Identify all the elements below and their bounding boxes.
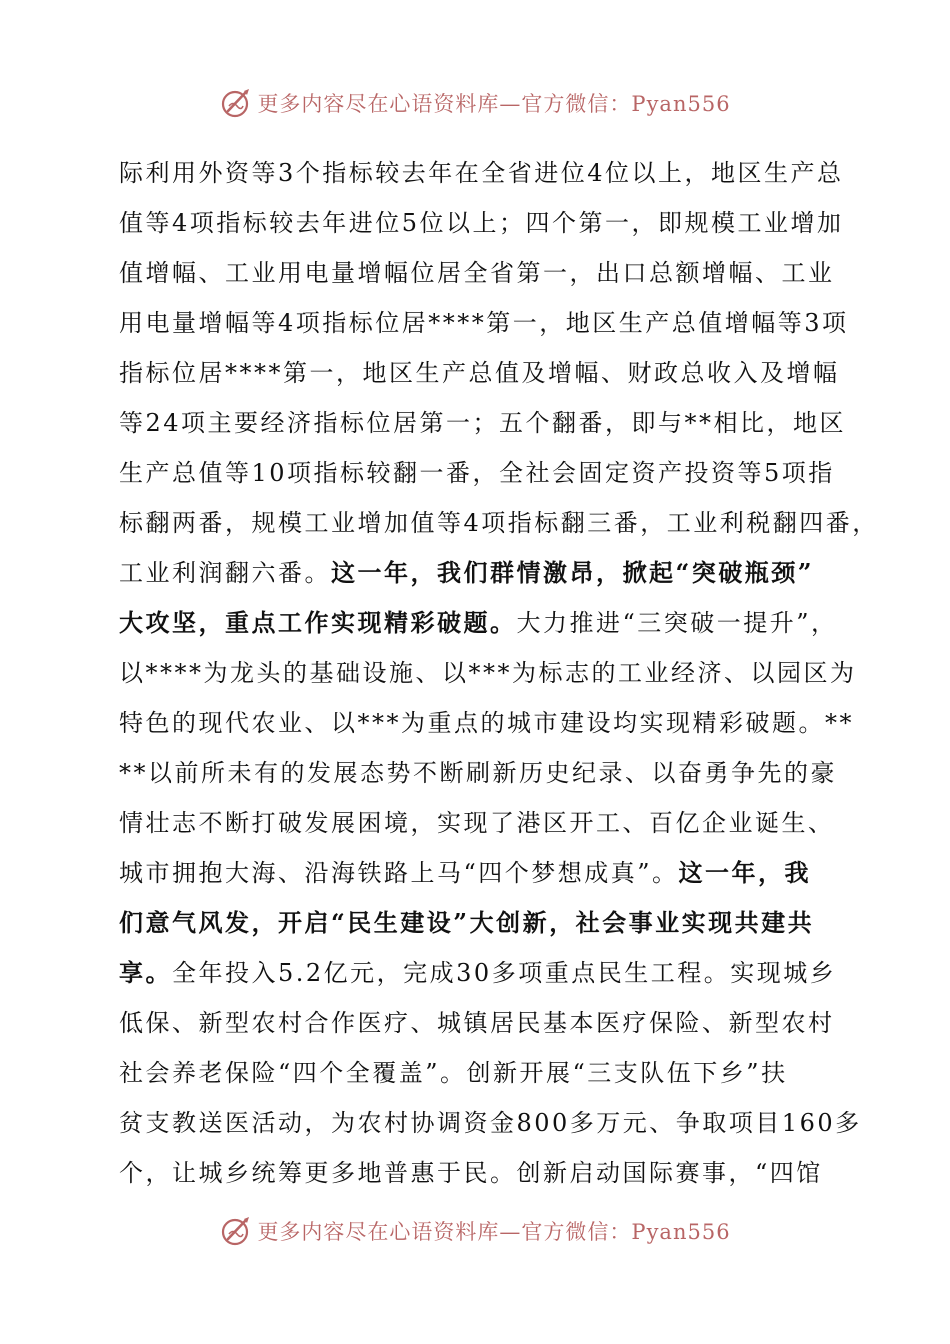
footer-watermark-banner [0,1214,950,1248]
text-line [119,1098,862,1148]
text-segment: 情壮志不断打破发展困境，实现了港区开工、百亿企业诞生、 [119,809,835,837]
text-line [119,648,857,698]
text-segment: 值增幅、工业用电量增幅位居全省第一，出口总额增幅、工业 [119,259,835,287]
text-segment: 标翻两番，规模工业增加值等4项指标翻三番，工业利税翻四番， [119,509,879,537]
text-segment: 用电量增幅等4项指标位居****第一，地区生产总值增幅等3项 [119,309,849,337]
text-line [119,698,854,748]
text-segment: 生产总值等10项指标较翻一番，全社会固定资产投资等5项指 [119,459,835,487]
text-line [119,248,839,298]
text-line [119,548,839,598]
text-segment: 大力推进“三突破一提升”， [516,609,838,637]
text-segment: 特色的现代农业、以***为重点的城市建设均实现精彩破题。** [119,709,854,737]
text-line [119,998,839,1048]
text-segment: 全年投入5.2亿元，完成30多项重点民生工程。实现城乡 [172,959,837,987]
text-segment: 工业利润翻六番。 [119,559,331,587]
text-line [119,148,844,198]
header-watermark-banner [0,86,950,120]
text-segment: 贫支教送医活动，为农村协调资金800多万元、争取项目160多 [119,1109,862,1137]
text-segment: **以前所未有的发展态势不断刷新历史纪录、以奋勇争先的豪 [119,759,837,787]
pen-seal-icon [219,1214,253,1248]
text-segment: 低保、新型农村合作医疗、城镇居民基本医疗保险、新型农村 [119,1009,835,1037]
watermark-text: 更多内容尽在心语资料库—官方微信：Pyan556 [257,1220,731,1244]
document-body [119,148,879,1198]
bold-text-segment: 这一年，我们群情激昂，掀起“突破瓶颈” [331,558,815,587]
text-segment: 社会养老保险“四个全覆盖”。创新开展“三支队伍下乡”扶 [119,1059,788,1087]
text-line [119,948,839,998]
bold-text-segment: 这一年，我 [678,858,812,887]
text-line [119,898,839,948]
bold-text-segment: 大攻坚，重点工作实现精彩破题。 [119,608,517,637]
text-segment: 以****为龙头的基础设施、以***为标志的工业经济、以园区为 [119,659,857,687]
text-segment: 指标位居****第一，地区生产总值及增幅、财政总收入及增幅 [119,359,840,387]
pen-seal-icon [219,86,253,120]
text-line [119,398,847,448]
watermark-text: 更多内容尽在心语资料库—官方微信：Pyan556 [257,92,731,116]
text-line [119,298,849,348]
text-line [119,598,839,648]
bold-text-segment: 享。 [119,958,172,987]
text-segment: 个，让城乡统筹更多地普惠于民。创新启动国际赛事，“四馆 [119,1159,823,1187]
text-line [119,498,879,548]
text-segment: 城市拥抱大海、沿海铁路上马“四个梦想成真”。 [119,859,679,887]
text-line [119,348,839,398]
bold-text-segment: 们意气风发，开启“民生建设”大创新，社会事业实现共建共 [119,908,815,937]
text-line [119,848,839,898]
text-line [119,198,844,248]
text-line [119,748,839,798]
text-segment: 值等4项指标较去年进位5位以上；四个第一，即规模工业增加 [119,209,844,237]
text-line [119,798,839,848]
text-segment: 等24项主要经济指标位居第一；五个翻番，即与**相比，地区 [119,409,847,437]
text-line [119,448,839,498]
text-line [119,1048,839,1098]
text-segment: 际利用外资等3个指标较去年在全省进位4位以上，地区生产总 [119,159,844,187]
text-line [119,1148,839,1198]
